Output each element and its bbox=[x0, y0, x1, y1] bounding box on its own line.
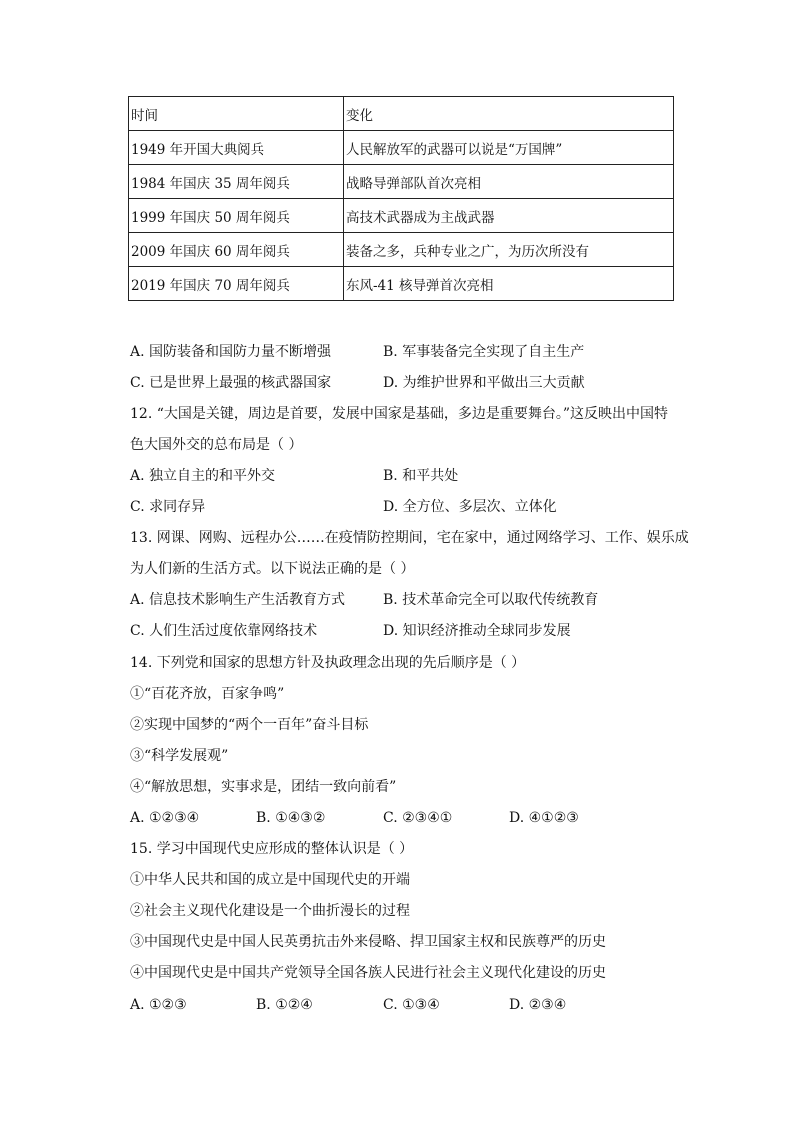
q14-option-a: A. ①②③④ bbox=[130, 810, 200, 826]
q14-item-4: ④“解放思想，实事求是，团结一致向前看” bbox=[130, 779, 397, 795]
q14-option-c: C. ②③④① bbox=[383, 810, 453, 826]
q13-option-b: B. 技术革命完全可以取代传统教育 bbox=[383, 592, 599, 608]
q15-item-3: ③中国现代史是中国人民英勇抗击外来侵略、捍卫国家主权和民族尊严的历史 bbox=[130, 934, 606, 950]
table-header-row bbox=[129, 97, 674, 131]
table-row bbox=[129, 131, 674, 165]
table-cell: 高技术武器成为主战武器 bbox=[344, 199, 674, 233]
table-cell: 2019 年国庆 70 周年阅兵 bbox=[129, 267, 344, 301]
table-cell: 战略导弹部队首次亮相 bbox=[344, 165, 674, 199]
table-row bbox=[129, 165, 674, 199]
q15-option-d: D. ②③④ bbox=[509, 997, 567, 1013]
q12-option-d: D. 全方位、多层次、立体化 bbox=[383, 499, 557, 515]
q15-stem: 15. 学习中国现代史应形成的整体认识是（ ） bbox=[130, 841, 414, 857]
q13-stem-line2: 为人们新的生活方式。以下说法正确的是（ ） bbox=[130, 561, 415, 577]
table-cell: 2009 年国庆 60 周年阅兵 bbox=[129, 233, 344, 267]
table-cell: 1999 年国庆 50 周年阅兵 bbox=[129, 199, 344, 233]
q12-stem-line1: 12. “大国是关键，周边是首要，发展中国家是基础，多边是重要舞台。”这反映出中国特 bbox=[130, 406, 669, 422]
q11-option-c: C. 已是世界上最强的核武器国家 bbox=[130, 375, 332, 391]
table-row bbox=[129, 199, 674, 233]
q14-option-b: B. ①④③② bbox=[256, 810, 326, 826]
q14-item-2: ②实现中国梦的“两个一百年”奋斗目标 bbox=[130, 717, 369, 733]
q13-option-d: D. 知识经济推动全球同步发展 bbox=[383, 623, 571, 639]
parade-table bbox=[128, 96, 674, 301]
q14-item-1: ①“百花齐放，百家争鸣” bbox=[130, 686, 285, 702]
table-header-cell: 时间 bbox=[129, 97, 344, 131]
q14-stem: 14. 下列党和国家的思想方针及执政理念出现的先后顺序是（ ） bbox=[130, 655, 526, 671]
table-cell: 装备之多，兵种专业之广，为历次所没有 bbox=[344, 233, 674, 267]
q15-item-2: ②社会主义现代化建设是一个曲折漫长的过程 bbox=[130, 903, 410, 919]
q14-item-3: ③“科学发展观” bbox=[130, 748, 229, 764]
q12-option-b: B. 和平共处 bbox=[383, 468, 459, 484]
q15-item-4: ④中国现代史是中国共产党领导全国各族人民进行社会主义现代化建设的历史 bbox=[130, 965, 606, 981]
table-row bbox=[129, 267, 674, 301]
q15-option-c: C. ①③④ bbox=[383, 997, 440, 1013]
q15-option-b: B. ①②④ bbox=[256, 997, 313, 1013]
q13-stem-line1: 13. 网课、网购、远程办公……在疫情防控期间，宅在家中，通过网络学习、工作、娱乐成 bbox=[130, 530, 689, 546]
q13-option-c: C. 人们生活过度依靠网络技术 bbox=[130, 623, 318, 639]
table-cell: 1984 年国庆 35 周年阅兵 bbox=[129, 165, 344, 199]
q12-stem-line2: 色大国外交的总布局是（ ） bbox=[130, 437, 303, 453]
table-header-cell: 变化 bbox=[344, 97, 674, 131]
q15-item-1: ①中华人民共和国的成立是中国现代史的开端 bbox=[130, 872, 410, 888]
q11-option-a: A. 国防装备和国防力量不断增强 bbox=[130, 344, 332, 360]
q12-option-c: C. 求同存异 bbox=[130, 499, 206, 515]
q11-option-b: B. 军事装备完全实现了自主生产 bbox=[383, 344, 585, 360]
q12-option-a: A. 独立自主的和平外交 bbox=[130, 468, 276, 484]
q11-option-d: D. 为维护世界和平做出三大贡献 bbox=[383, 375, 585, 391]
table-cell: 东风-41 核导弹首次亮相 bbox=[344, 267, 674, 301]
q13-option-a: A. 信息技术影响生产生活教育方式 bbox=[130, 592, 346, 608]
table-cell: 1949 年开国大典阅兵 bbox=[129, 131, 344, 165]
q15-option-a: A. ①②③ bbox=[130, 997, 187, 1013]
q14-option-d: D. ④①②③ bbox=[509, 810, 579, 826]
table-row bbox=[129, 233, 674, 267]
table-cell: 人民解放军的武器可以说是“万国牌” bbox=[344, 131, 674, 165]
